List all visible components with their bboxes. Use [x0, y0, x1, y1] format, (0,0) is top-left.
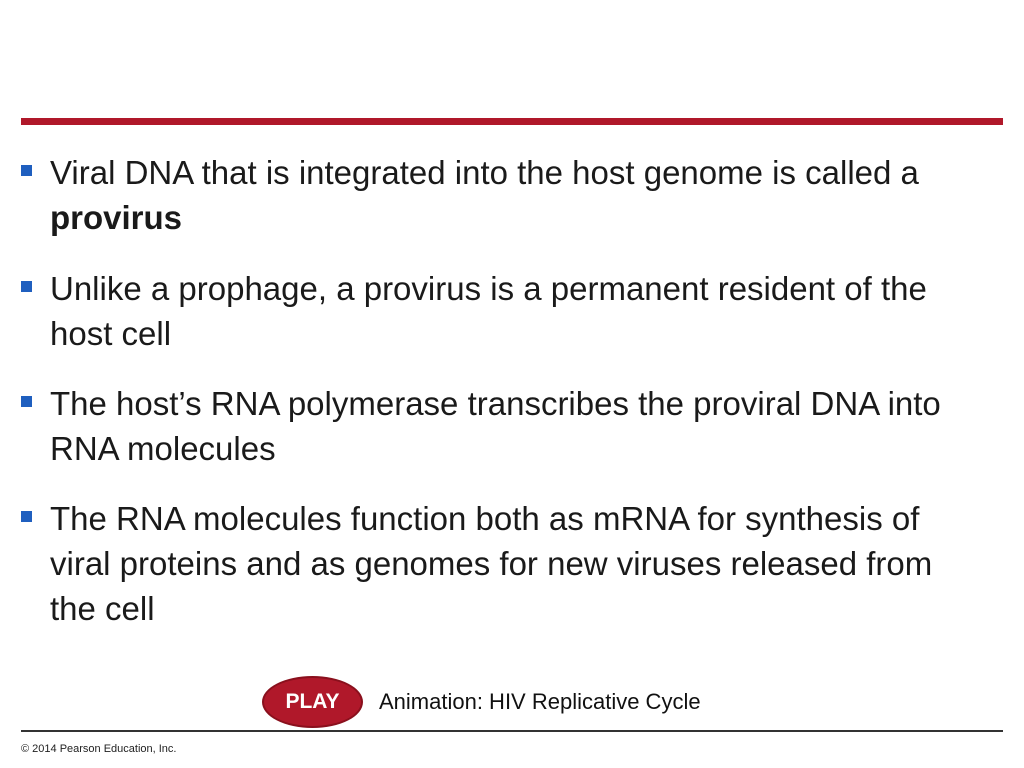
bullet-text: The RNA molecules function both as mRNA for synthesis of viral proteins and as genomes for new viruses released from the cell [50, 500, 933, 627]
footer-divider [21, 730, 1003, 732]
bullet-square-icon [21, 396, 32, 407]
play-animation-button[interactable] [262, 676, 363, 728]
bullet-square-icon [21, 281, 32, 292]
bullet-square-icon [21, 511, 32, 522]
bullet-text: Viral DNA that is integrated into the host genome is called a provirus [50, 154, 919, 236]
bullet-list [18, 150, 978, 657]
bullet-square-icon [21, 165, 32, 176]
bullet-text: Unlike a prophage, a provirus is a permanent resident of the host cell [50, 270, 927, 352]
copyright-notice: © 2014 Pearson Education, Inc. [21, 743, 177, 755]
top-accent-rule [21, 118, 1003, 125]
bullet-item [18, 266, 978, 356]
bullet-item [18, 496, 978, 631]
bullet-item [18, 150, 978, 240]
bullet-text: The host’s RNA polymerase transcribes the proviral DNA into RNA molecules [50, 385, 941, 467]
bullet-bold-term: provirus [50, 199, 183, 236]
play-button-label: PLAY [285, 690, 340, 713]
bullet-item [18, 381, 978, 471]
animation-caption: Animation: HIV Replicative Cycle [379, 689, 701, 714]
